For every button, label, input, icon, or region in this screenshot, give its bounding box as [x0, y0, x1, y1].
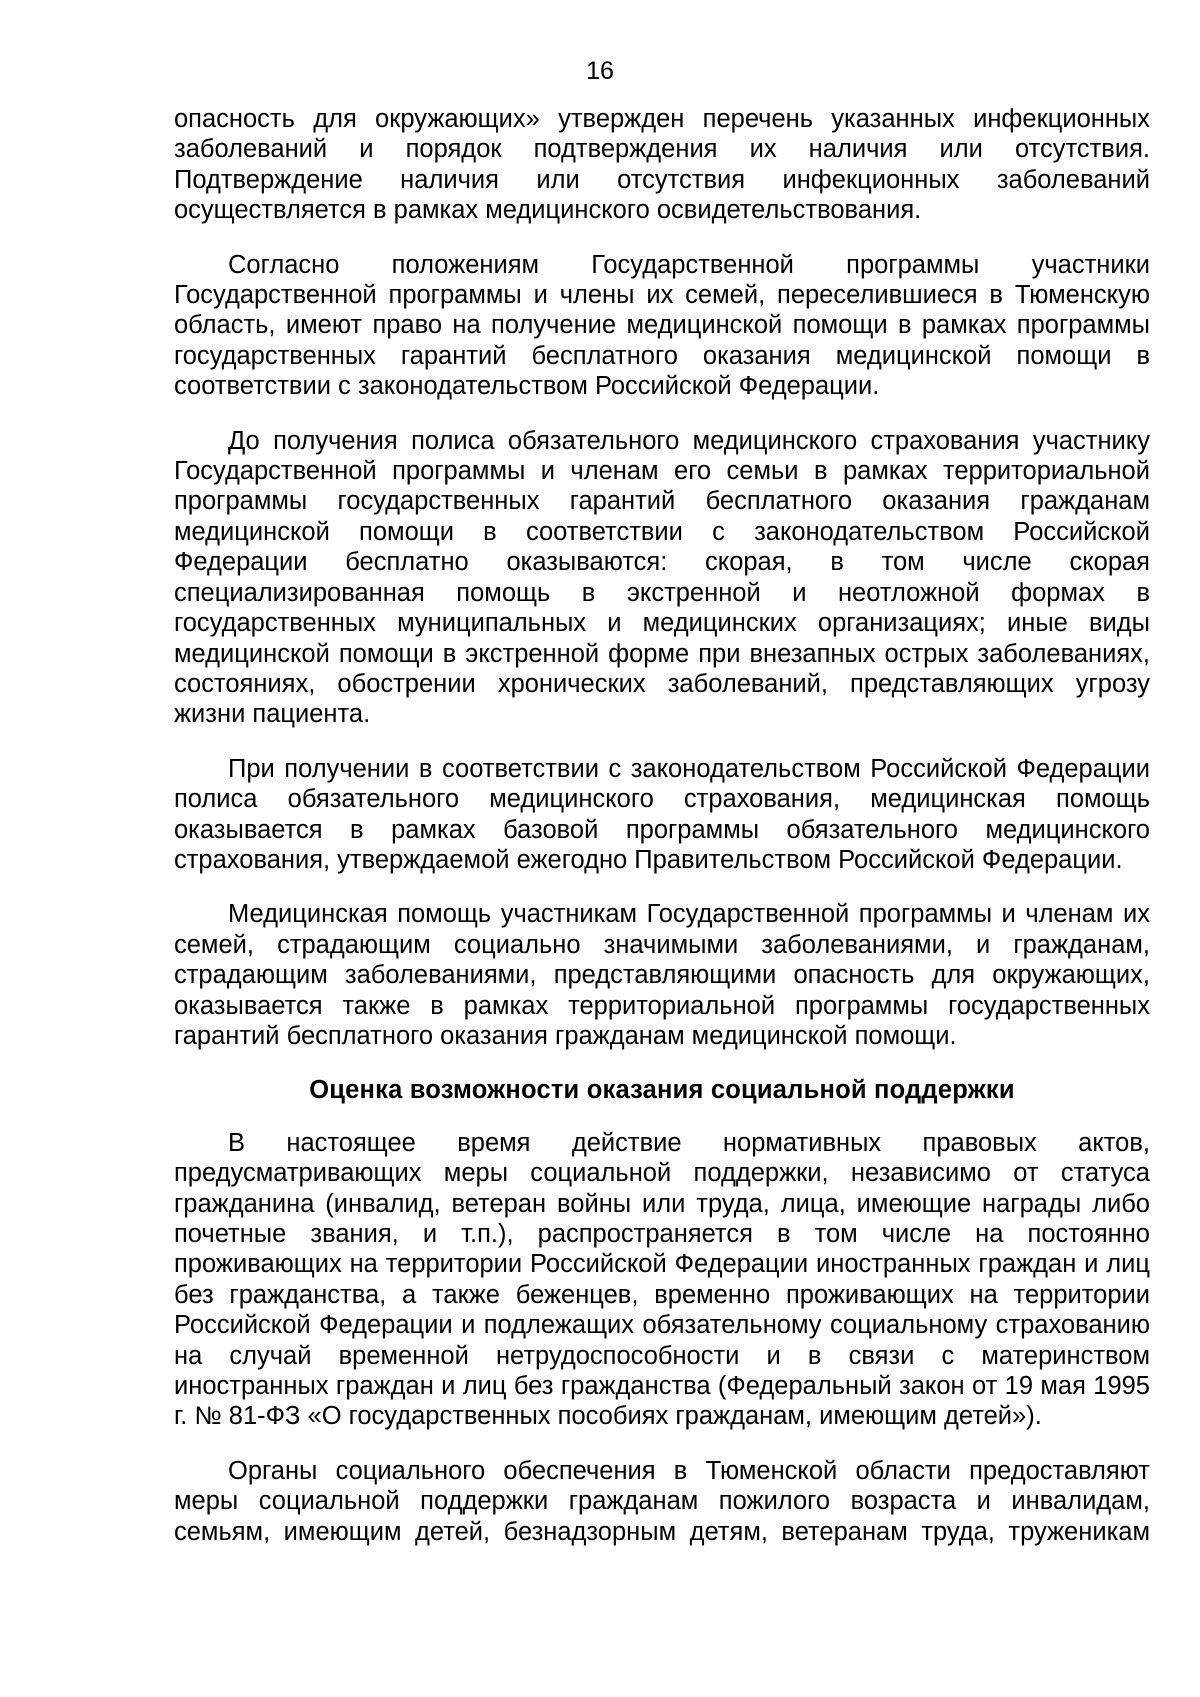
paragraph-continued: опасность для окружающих» утвержден перечень указанных инфекционных заболеваний и порядок подтверждения их наличия или отсутствия. Подтверждение наличия или отсутствия инфекционных заболеваний осуществляется в рамках медицинского освидетельствования.	[174, 105, 1150, 225]
section-heading: Оценка возможности оказания социальной поддержки	[309, 1076, 1015, 1105]
paragraph-social-support-acts: В настоящее время действие нормативных правовых актов, предусматривающих меры социальной поддержки, независимо от статуса гражданина (инвалид, ветеран войны или труда, лица, имеющие награды либо почетные звания, и т.п.), распространяется в том числе на постоянно проживающих на территории Российской Федерации иностранных граждан и лиц без гражданства, а также беженцев, временно проживающих на территории Российской Федерации и подлежащих обязательному социальному страхованию на случай временной нетрудоспособности и в связи с материнством иностранных граждан и лиц без гражданства (Федеральный закон от 19 мая 1995 г. № 81-ФЗ «О государственных пособиях гражданам, имеющим детей»).	[174, 1128, 1150, 1431]
paragraph-socially-significant: Медицинская помощь участникам Государственной программы и членам их семей, страдающим социально значимыми заболеваниями, и гражданам, страдающим заболеваниями, представляющими опасность для окружающих, оказывается также в рамках территориальной программы государственных гарантий бесплатного оказания гражданам медицинской помощи.	[174, 900, 1150, 1050]
paragraph-before-insurance: До получения полиса обязательного медицинского страхования участнику Государственной программы и членам его семьи в рамках территориальной программы государственных гарантий бесплатного оказания гражданам медицинской помощи в соответствии с законодательством Российской Федерации бесплатно оказываются: скорая, в том числе скорая специализированная помощь в экстренной и неотложной формах в государственных муниципальных и медицинских организациях; иные виды медицинской помощи в экстренной форме при внезапных острых заболеваниях, состояниях, обострении хронических заболеваний, представляющих угрозу жизни пациента.	[174, 426, 1150, 729]
paragraph-with-insurance: При получении в соответствии с законодательством Российской Федерации полиса обязательного медицинского страхования, медицинская помощь оказывается в рамках базовой программы обязательного медицинского страхования, утверждаемой ежегодно Правительством Российской Федерации.	[174, 754, 1150, 874]
paragraph-medical-rights: Согласно положениям Государственной программы участники Государственной программы и члены их семей, переселившиеся в Тюменскую область, имеют право на получение медицинской помощи в рамках программы государственных гарантий бесплатного оказания медицинской помощи в соответствии с законодательством Российской Федерации.	[174, 250, 1150, 401]
paragraph-social-authorities: Органы социального обеспечения в Тюменской области предоставляют меры социальной поддержки гражданам пожилого возраста и инвалидам, семьям, имеющим детей, безнадзорным детям, ветеранам труда, труженикам	[174, 1456, 1150, 1546]
page-number: 16	[586, 57, 614, 85]
document-body	[174, 104, 1150, 1547]
